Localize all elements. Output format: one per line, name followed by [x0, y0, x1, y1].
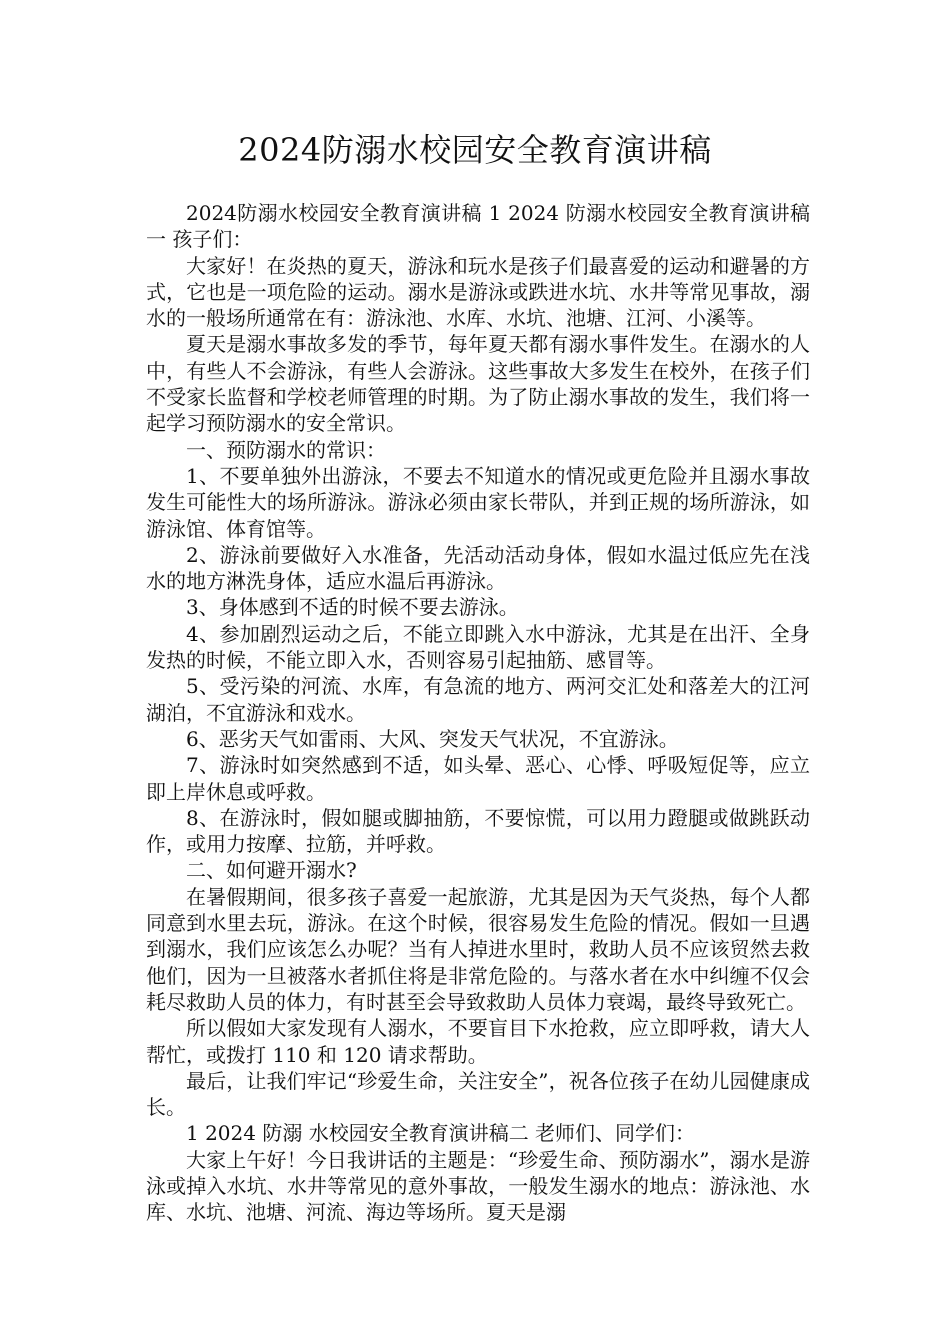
list-item: 4、参加剧烈运动之后，不能立即跳入水中游泳，尤其是在出汗、全身发热的时候，不能立即入水，否则容易引起抽筋、感冒等。 — [146, 621, 810, 673]
document-body — [146, 200, 810, 1226]
list-item: 2、游泳前要做好入水准备，先活动活动身体，假如水温过低应先在浅水的地方淋洗身体，适应水温后再游泳。 — [146, 542, 810, 594]
list-item: 6、恶劣天气如雷雨、大风、突发天气状况，不宜游泳。 — [186, 726, 679, 751]
list-item: 8、在游泳时，假如腿或脚抽筋，不要惊慌，可以用力蹬腿或做跳跃动作，或用力按摩、拉筋，并呼救。 — [146, 805, 810, 857]
list-item: 1、不要单独外出游泳，不要去不知道水的情况或更危险并且溺水事故发生可能性大的场所游泳。游泳必须由家长带队，并到正规的场所游泳，如游泳馆、体育馆等。 — [146, 463, 810, 541]
paragraph: 最后，让我们牢记“珍爱生命，关注安全”，祝各位孩子在幼儿园健康成长。 — [146, 1068, 810, 1120]
list-item: 3、身体感到不适的时候不要去游泳。 — [186, 595, 519, 620]
section-heading: 二、如何避开溺水? — [186, 858, 357, 883]
paragraph: 所以假如大家发现有人溺水，不要盲目下水抢救，应立即呼救，请大人帮忙，或拨打 110 和 120 请求帮助。 — [146, 1016, 810, 1067]
document-title: 2024防溺水校园安全教育演讲稿 — [238, 131, 712, 169]
section-heading: 一、预防溺水的常识： — [186, 437, 386, 462]
paragraph: 夏天是溺水事故多发的季节，每年夏天都有溺水事件发生。在溺水的人中，有些人不会游泳，有些人会游泳。这些事故大多发生在校外，在孩子们不受家长监督和学校老师管理的时期。为了防止溺水事故的发生，我们将一起学习预防溺水的安全常识。 — [146, 332, 810, 436]
paragraph: 2024防溺水校园安全教育演讲稿 1 2024 防溺水校园安全教育演讲稿一 孩子们： — [146, 201, 810, 252]
paragraph: 1 2024 防溺 水校园安全教育演讲稿二 老师们、同学们： — [186, 1121, 696, 1146]
list-item: 5、受污染的河流、水库，有急流的地方、两河交汇处和落差大的江河湖泊，不宜游泳和戏水。 — [146, 674, 810, 725]
paragraph: 大家上午好！今日我讲话的主题是：“珍爱生命、预防溺水”，溺水是游泳或掉入水坑、水井等常见的意外事故，一般发生溺水的地点：游泳池、水库、水坑、池塘、河流、海边等场所。夏天是溺 — [146, 1147, 810, 1225]
paragraph: 大家好！在炎热的夏天，游泳和玩水是孩子们最喜爱的运动和避暑的方式，它也是一项危险的运动。溺水是游泳或跌进水坑、水井等常见事故，溺水的一般场所通常在有：游泳池、水库、水坑、池塘、江河、小溪等。 — [146, 253, 810, 331]
list-item: 7、游泳时如突然感到不适，如头晕、恶心、心悸、呼吸短促等，应立即上岸休息或呼救。 — [146, 753, 810, 804]
paragraph: 在暑假期间，很多孩子喜爱一起旅游，尤其是因为天气炎热，每个人都同意到水里去玩，游泳。在这个时候，很容易发生危险的情况。假如一旦遇到溺水，我们应该怎么办呢？当有人掉进水里时，救助人员不应该贸然去救他们，因为一旦被落水者抓住将是非常危险的。与落水者在水中纠缠不仅会耗尽救助人员的体力，有时甚至会导致救助人员体力衰竭，最终导致死亡。 — [146, 884, 810, 1014]
